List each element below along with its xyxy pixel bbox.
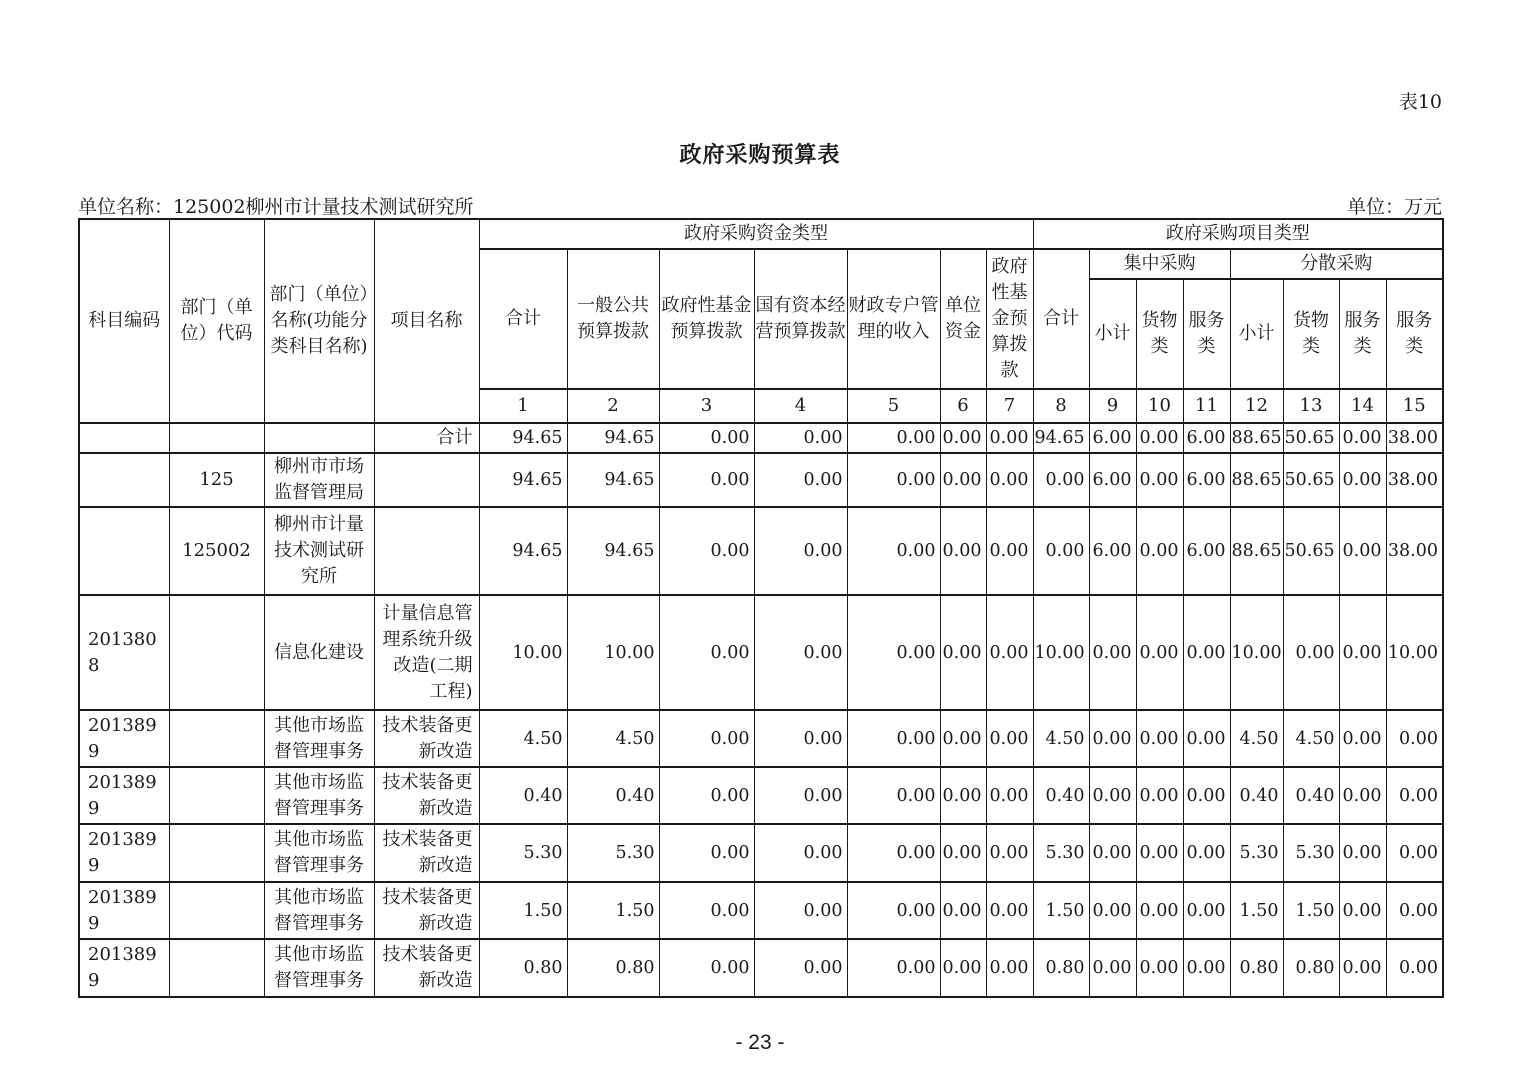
cell-project-name: 技术装备更新改造 [374, 882, 479, 939]
cell-value: 0.00 [659, 824, 754, 882]
cell-value: 4.50 [1283, 710, 1339, 767]
cell-dept-code [169, 423, 264, 453]
column-number: 15 [1386, 389, 1443, 423]
cell-value: 0.00 [986, 767, 1033, 824]
cell-value: 0.00 [1033, 453, 1089, 507]
cell-value: 0.00 [986, 710, 1033, 767]
cell-value: 6.00 [1089, 423, 1136, 453]
cell-value: 0.00 [1339, 595, 1386, 710]
cell-project-name: 技术装备更新改造 [374, 939, 479, 997]
unit-name-label: 单位名称：125002柳州市计量技术测试研究所 [78, 196, 474, 218]
page-number: - 23 - [735, 1031, 785, 1054]
cell-value: 0.00 [1183, 595, 1230, 710]
column-number: 2 [567, 389, 659, 423]
column-number: 10 [1136, 389, 1183, 423]
cell-value: 0.00 [847, 453, 940, 507]
cell-value: 0.00 [754, 767, 847, 824]
cell-value: 0.00 [1089, 595, 1136, 710]
table-row [79, 453, 1443, 507]
column-number: 11 [1183, 389, 1230, 423]
cell-value: 0.00 [940, 507, 986, 595]
cell-value: 0.80 [1283, 939, 1339, 997]
cell-value: 88.65 [1230, 453, 1283, 507]
column-number: 7 [986, 389, 1033, 423]
cell-dept-name [264, 423, 374, 453]
header-centralized-group: 集中采购 [1089, 249, 1230, 279]
cell-value: 5.30 [479, 824, 567, 882]
cell-value: 0.00 [1339, 710, 1386, 767]
table-row [79, 710, 1443, 767]
cell-value: 0.00 [1386, 939, 1443, 997]
cell-value: 94.65 [1033, 423, 1089, 453]
cell-value: 0.00 [847, 595, 940, 710]
header-dept-code: 部门（单位）代码 [169, 219, 264, 423]
cell-value: 6.00 [1089, 453, 1136, 507]
column-number: 3 [659, 389, 754, 423]
cell-value: 0.00 [754, 423, 847, 453]
cell-value: 0.00 [986, 824, 1033, 882]
cell-value: 1.50 [1033, 882, 1089, 939]
cell-value: 6.00 [1183, 423, 1230, 453]
cell-value: 5.30 [567, 824, 659, 882]
cell-value: 0.00 [754, 507, 847, 595]
cell-value: 0.00 [754, 882, 847, 939]
cell-value: 10.00 [479, 595, 567, 710]
cell-value: 88.65 [1230, 507, 1283, 595]
cell-subject-code: 2013808 [79, 595, 169, 710]
cell-value: 0.00 [1339, 767, 1386, 824]
cell-value: 10.00 [1230, 595, 1283, 710]
cell-subject-code: 2013899 [79, 939, 169, 997]
column-number: 9 [1089, 389, 1136, 423]
cell-value: 6.00 [1183, 453, 1230, 507]
unit-measure-label: 单位：万元 [1346, 196, 1442, 218]
cell-value: 94.65 [567, 423, 659, 453]
header-decentralized-group: 分散采购 [1230, 249, 1443, 279]
cell-value: 0.00 [1089, 767, 1136, 824]
cell-value: 0.00 [1136, 453, 1183, 507]
table-row [79, 882, 1443, 939]
cell-value: 0.00 [940, 595, 986, 710]
cell-value: 0.00 [940, 423, 986, 453]
cell-value: 0.00 [986, 939, 1033, 997]
cell-value: 0.00 [754, 453, 847, 507]
page-title: 政府采购预算表 [679, 142, 841, 168]
cell-value: 50.65 [1283, 453, 1339, 507]
cell-value: 10.00 [1386, 595, 1443, 710]
cell-value: 0.00 [1386, 767, 1443, 824]
cell-value: 0.00 [1136, 710, 1183, 767]
cell-value: 0.40 [1283, 767, 1339, 824]
cell-value: 1.50 [567, 882, 659, 939]
cell-project-name: 计量信息管理系统升级改造(二期工程) [374, 595, 479, 710]
header-decentralized-services-2: 服务类 [1386, 279, 1443, 389]
cell-value: 0.00 [1089, 939, 1136, 997]
cell-project-name: 技术装备更新改造 [374, 767, 479, 824]
cell-dept-name: 其他市场监督管理事务 [264, 824, 374, 882]
header-fiscal-account-income: 财政专户管理的收入 [847, 249, 940, 389]
table-row [79, 423, 1443, 453]
column-number: 5 [847, 389, 940, 423]
table-row [79, 824, 1443, 882]
cell-value: 0.40 [1230, 767, 1283, 824]
cell-value: 0.00 [986, 882, 1033, 939]
cell-value: 0.00 [1183, 824, 1230, 882]
cell-value: 0.00 [659, 453, 754, 507]
cell-value: 10.00 [1033, 595, 1089, 710]
cell-value: 0.00 [1339, 453, 1386, 507]
cell-value: 0.00 [1183, 939, 1230, 997]
cell-project-name [374, 453, 479, 507]
column-number: 13 [1283, 389, 1339, 423]
cell-value: 94.65 [479, 423, 567, 453]
cell-value: 0.00 [940, 882, 986, 939]
cell-subject-code: 2013899 [79, 710, 169, 767]
cell-value: 0.00 [1136, 824, 1183, 882]
cell-project-name: 技术装备更新改造 [374, 824, 479, 882]
header-gov-fund-budget-2: 政府性基金预算拨款 [986, 249, 1033, 389]
cell-dept-code: 125 [169, 453, 264, 507]
cell-value: 0.00 [847, 507, 940, 595]
cell-value: 4.50 [1230, 710, 1283, 767]
cell-value: 0.00 [986, 507, 1033, 595]
cell-value: 0.00 [659, 507, 754, 595]
cell-dept-name: 信息化建设 [264, 595, 374, 710]
cell-dept-code [169, 710, 264, 767]
unit-line [78, 192, 1442, 219]
cell-subject-code [79, 453, 169, 507]
header-dept-name: 部门（单位）名称(功能分类科目名称) [264, 219, 374, 423]
table-row [79, 939, 1443, 997]
header-fund-total: 合计 [479, 249, 567, 389]
header-project-total: 合计 [1033, 249, 1089, 389]
cell-value: 0.00 [1089, 882, 1136, 939]
cell-value: 1.50 [1230, 882, 1283, 939]
cell-value: 38.00 [1386, 453, 1443, 507]
cell-value: 0.00 [847, 882, 940, 939]
cell-value: 0.00 [940, 939, 986, 997]
cell-value: 1.50 [479, 882, 567, 939]
cell-value: 0.80 [479, 939, 567, 997]
cell-value: 0.00 [1339, 507, 1386, 595]
cell-value: 0.00 [847, 423, 940, 453]
header-gov-fund-budget: 政府性基金预算拨款 [659, 249, 754, 389]
cell-value: 0.80 [567, 939, 659, 997]
cell-value: 0.00 [940, 824, 986, 882]
cell-value: 94.65 [567, 453, 659, 507]
cell-value: 10.00 [567, 595, 659, 710]
cell-value: 0.00 [847, 710, 940, 767]
cell-value: 0.80 [1033, 939, 1089, 997]
cell-dept-name: 其他市场监督管理事务 [264, 767, 374, 824]
cell-dept-code [169, 824, 264, 882]
cell-value: 0.00 [1136, 595, 1183, 710]
cell-dept-code [169, 767, 264, 824]
cell-project-name: 技术装备更新改造 [374, 710, 479, 767]
cell-value: 38.00 [1386, 507, 1443, 595]
cell-subject-code: 2013899 [79, 882, 169, 939]
cell-value: 0.00 [986, 453, 1033, 507]
cell-value: 0.40 [479, 767, 567, 824]
header-decentralized-subtotal: 小计 [1230, 279, 1283, 389]
cell-value: 6.00 [1089, 507, 1136, 595]
header-subject-code: 科目编码 [79, 219, 169, 423]
cell-value: 0.00 [1339, 939, 1386, 997]
cell-value: 94.65 [479, 507, 567, 595]
column-number: 6 [940, 389, 986, 423]
cell-dept-name: 柳州市市场监督管理局 [264, 453, 374, 507]
cell-value: 0.00 [940, 767, 986, 824]
cell-value: 0.00 [1136, 507, 1183, 595]
cell-dept-name: 其他市场监督管理事务 [264, 710, 374, 767]
cell-value: 88.65 [1230, 423, 1283, 453]
header-group-row [79, 219, 1443, 249]
cell-value: 0.00 [1033, 507, 1089, 595]
cell-dept-code [169, 882, 264, 939]
cell-subject-code [79, 507, 169, 595]
header-fund-type-group: 政府采购资金类型 [479, 219, 1033, 249]
cell-value: 0.00 [1339, 882, 1386, 939]
cell-value: 0.00 [847, 939, 940, 997]
cell-value: 1.50 [1283, 882, 1339, 939]
cell-value: 0.00 [1386, 824, 1443, 882]
column-number: 4 [754, 389, 847, 423]
cell-value: 0.00 [659, 882, 754, 939]
cell-value: 0.40 [1033, 767, 1089, 824]
header-project-type-group: 政府采购项目类型 [1033, 219, 1443, 249]
cell-value: 5.30 [1283, 824, 1339, 882]
cell-value: 0.00 [1283, 595, 1339, 710]
header-centralized-subtotal: 小计 [1089, 279, 1136, 389]
header-general-public-budget: 一般公共预算拨款 [567, 249, 659, 389]
cell-value: 0.00 [986, 423, 1033, 453]
cell-value: 0.00 [754, 595, 847, 710]
cell-value: 0.00 [1089, 824, 1136, 882]
cell-value: 5.30 [1230, 824, 1283, 882]
table-row [79, 595, 1443, 710]
cell-value: 0.00 [754, 824, 847, 882]
header-project-name: 项目名称 [374, 219, 479, 423]
header-centralized-goods: 货物类 [1136, 279, 1183, 389]
column-number: 14 [1339, 389, 1386, 423]
cell-project-name: 合计 [374, 423, 479, 453]
cell-value: 0.00 [754, 710, 847, 767]
cell-value: 94.65 [479, 453, 567, 507]
cell-value: 0.40 [567, 767, 659, 824]
cell-value: 0.00 [1136, 767, 1183, 824]
cell-value: 0.00 [1089, 710, 1136, 767]
cell-value: 0.00 [659, 595, 754, 710]
cell-value: 0.00 [659, 767, 754, 824]
cell-dept-name: 其他市场监督管理事务 [264, 939, 374, 997]
cell-subject-code: 2013899 [79, 767, 169, 824]
cell-subject-code: 2013899 [79, 824, 169, 882]
cell-value: 0.00 [986, 595, 1033, 710]
cell-value: 0.00 [1339, 824, 1386, 882]
cell-subject-code [79, 423, 169, 453]
cell-value: 0.00 [1136, 882, 1183, 939]
cell-dept-code [169, 939, 264, 997]
cell-value: 0.00 [1386, 710, 1443, 767]
table-row [79, 507, 1443, 595]
cell-value: 5.30 [1033, 824, 1089, 882]
table-tag: 表10 [1398, 91, 1442, 113]
cell-value: 4.50 [479, 710, 567, 767]
cell-dept-name: 其他市场监督管理事务 [264, 882, 374, 939]
cell-dept-code: 125002 [169, 507, 264, 595]
cell-value: 6.00 [1183, 507, 1230, 595]
cell-value: 0.00 [1136, 939, 1183, 997]
cell-dept-code [169, 595, 264, 710]
header-unit-funds: 单位资金 [940, 249, 986, 389]
cell-value: 0.00 [659, 423, 754, 453]
cell-value: 0.00 [1386, 882, 1443, 939]
table-row [79, 767, 1443, 824]
cell-value: 0.00 [847, 824, 940, 882]
cell-value: 0.00 [1136, 423, 1183, 453]
cell-value: 50.65 [1283, 507, 1339, 595]
cell-value: 0.00 [659, 939, 754, 997]
cell-value: 38.00 [1386, 423, 1443, 453]
header-decentralized-services: 服务类 [1339, 279, 1386, 389]
cell-value: 0.00 [1183, 710, 1230, 767]
cell-value: 0.00 [940, 710, 986, 767]
column-number: 12 [1230, 389, 1283, 423]
cell-value: 94.65 [567, 507, 659, 595]
cell-value: 0.00 [1339, 423, 1386, 453]
column-number: 1 [479, 389, 567, 423]
cell-value: 0.00 [1183, 767, 1230, 824]
procurement-budget-table [78, 218, 1444, 998]
cell-value: 0.00 [847, 767, 940, 824]
header-decentralized-goods: 货物类 [1283, 279, 1339, 389]
cell-value: 50.65 [1283, 423, 1339, 453]
header-state-capital-budget: 国有资本经营预算拨款 [754, 249, 847, 389]
cell-value: 4.50 [567, 710, 659, 767]
cell-value: 0.80 [1230, 939, 1283, 997]
cell-value: 4.50 [1033, 710, 1089, 767]
cell-dept-name: 柳州市计量技术测试研究所 [264, 507, 374, 595]
column-number: 8 [1033, 389, 1089, 423]
cell-value: 0.00 [940, 453, 986, 507]
header-centralized-services: 服务类 [1183, 279, 1230, 389]
table-body [79, 423, 1443, 997]
cell-value: 0.00 [754, 939, 847, 997]
cell-project-name [374, 507, 479, 595]
cell-value: 0.00 [659, 710, 754, 767]
cell-value: 0.00 [1183, 882, 1230, 939]
